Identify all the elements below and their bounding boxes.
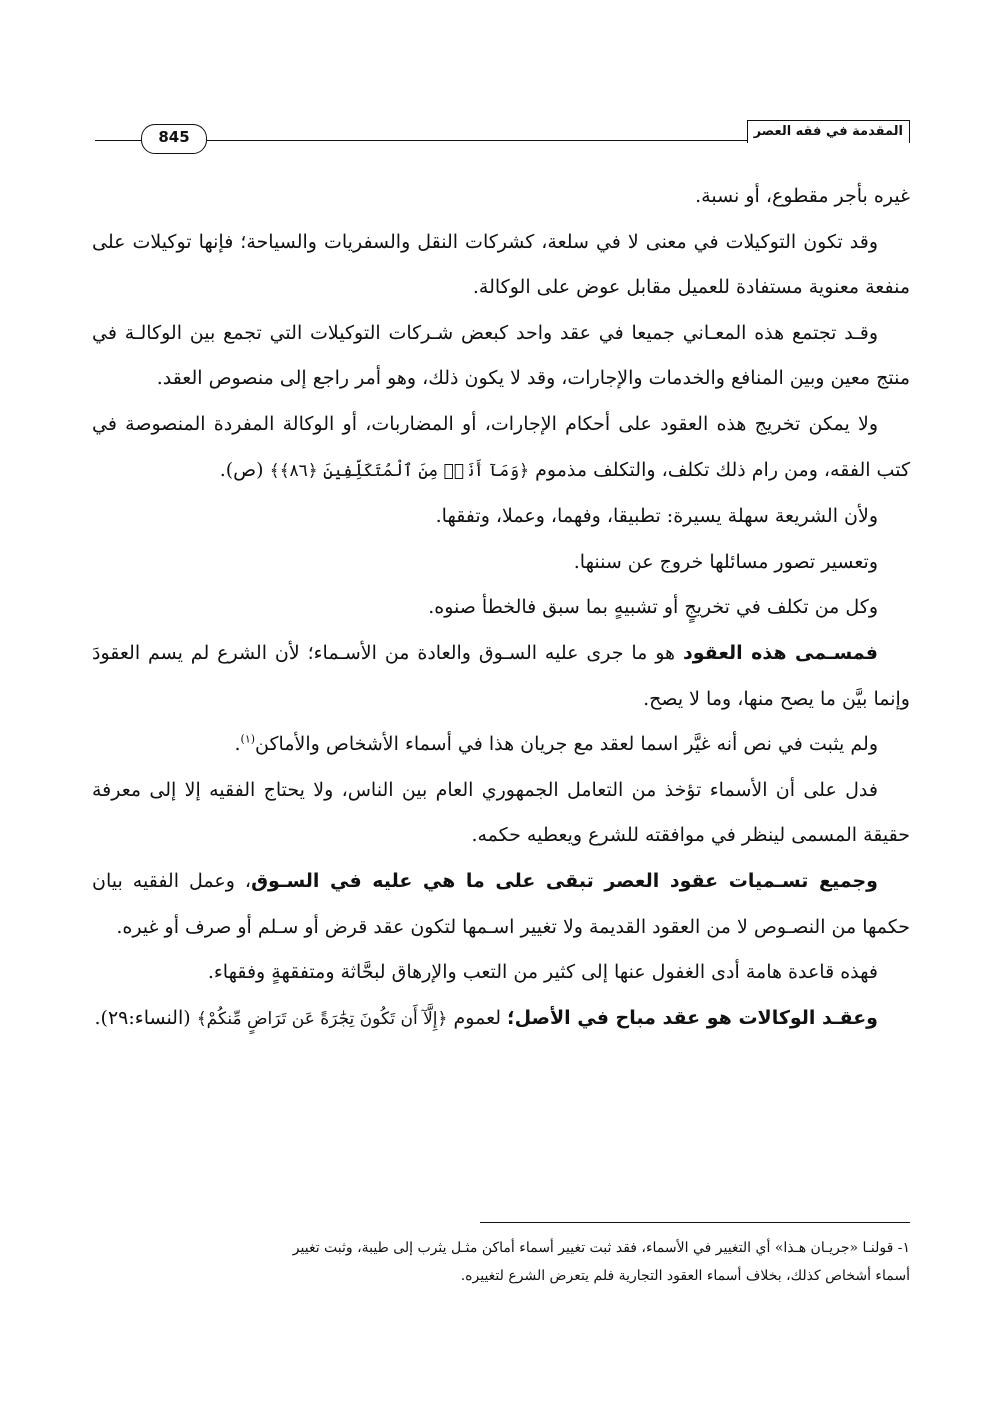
footnotes bbox=[92, 1234, 910, 1290]
paragraph-4-text: ولا يمكن تخريج هذه العقود على أحكام الإجارات، أو المضاربات، أو الوكالة المفردة المنصوصة في كتب الفقه، ومن رام ذلك تكلف، والتكلف مذموم bbox=[92, 412, 910, 481]
footnote-1-line-1: ١- قولنـا «جريـان هـذا» أي التغيير في الأسماء، فقد ثبت تغيير أسماء أماكن مثـل يثرب إلى طيبة، وثبت تغيير bbox=[292, 1240, 910, 1256]
main-text bbox=[92, 174, 910, 1042]
verse-reference-2: (النساء:٢٩). bbox=[94, 1006, 197, 1029]
paragraph-9 bbox=[92, 722, 910, 768]
paragraph-11-heading: وجميع تسـميات عقود العصر تبقى على ما هي عليه في السـوق bbox=[251, 869, 878, 892]
paragraph-8-heading: فمسـمى هذه العقود bbox=[682, 641, 878, 664]
paragraph-11 bbox=[92, 859, 910, 950]
paragraph-4 bbox=[92, 402, 910, 494]
paragraph-6: وتعسير تصور مسائلها خروج عن سننها. bbox=[573, 550, 878, 573]
paragraph-7: وكل من تكلف في تخريجٍ أو تشبيهٍ بما سبق فالخطأ صنوه. bbox=[428, 596, 878, 619]
running-title: المقدمة في فقه العصر bbox=[747, 120, 910, 143]
page-header bbox=[95, 112, 910, 148]
paragraph-8-text: هو ما جرى عليه السـوق والعادة من الأسـماء؛ لأن الشرع لم يسم العقودَ وإنما بيَّن ما يصح منها، وما لا يصح. bbox=[92, 641, 910, 710]
quran-verse-2: ﴿إِلَّآ أَن تَكُونَ تِجَٰرَةً عَن تَرَاضٍ مِّنكُمْ﴾ bbox=[196, 1008, 448, 1029]
footnote-separator bbox=[480, 1222, 910, 1223]
paragraph-8 bbox=[92, 631, 910, 722]
quran-verse-1: ﴿وَمَآ أَنَا۠ مِنَ ٱلْمُتَكَلِّفِينَ ﴿٨٦﴾﴾ bbox=[269, 460, 530, 481]
paragraph-12: فهذه قاعدة هامة أدى الغفول عنها إلى كثير من التعب والإرهاق لبحَّاثة ومتفقهةٍ وفقهاء. bbox=[207, 961, 878, 984]
page-number-frame bbox=[123, 124, 275, 154]
paragraph-2: وقد تكون التوكيلات في معنى لا في سلعة، كشركات النقل والسفريات والسياحة؛ فإنها توكيلات على منفعة معنوية مستفادة للعميل مقابل عوض على الوكالة. bbox=[92, 230, 910, 299]
paragraph-13-text: لعموم bbox=[447, 1006, 508, 1029]
paragraph-13 bbox=[92, 996, 910, 1043]
paragraph-5: ولأن الشريعة سهلة يسيرة: تطبيقا، وفهما، وعملا، وتفقها. bbox=[435, 505, 878, 528]
footnote-marker-1: (١) bbox=[240, 732, 256, 746]
verse-reference-1: (ص). bbox=[219, 458, 270, 481]
paragraph-3: وقـد تجتمع هذه المعـاني جميعا في عقد واحد كبعض شـركات التوكيلات التي تجمع بين الوكالـة في منتج معين وبين المنافع والخدمات والإجارات، وقد لا يكون ذلك، وهو أمر راجع إلى منصوص العقد. bbox=[92, 321, 910, 390]
paragraph-13-heading: وعقـد الوكالات هو عقد مباح في الأصل؛ bbox=[507, 1006, 878, 1029]
footnote-1-line-2: أسماء أشخاص كذلك، بخلاف أسماء العقود التجارية فلم يتعرض الشرع لتغييره. bbox=[460, 1268, 910, 1284]
paragraph-10: فدل على أن الأسماء تؤخذ من التعامل الجمهوري العام بين الناس، ولا يحتاج الفقيه إلا إلى معرفة حقيقة المسمى لينظر في موافقته للشرع ويعطيه حكمه. bbox=[92, 778, 910, 847]
paragraph-11-text: ، وعمل الفقيه بيان حكمها من النصـوص لا من العقود القديمة ولا تغيير اسـمها لتكون عقد قرض أو سـلم أو صرف أو غيره. bbox=[92, 869, 910, 938]
paragraph-9-end: . bbox=[234, 733, 241, 756]
paragraph-9-text: ولم يثبت في نص أنه غيَّر اسما لعقد مع جريان هذا في أسماء الأشخاص والأماكن bbox=[255, 733, 878, 756]
page-number: 845 bbox=[158, 128, 190, 146]
paragraph-1: غيره بأجر مقطوع، أو نسبة. bbox=[695, 185, 910, 207]
